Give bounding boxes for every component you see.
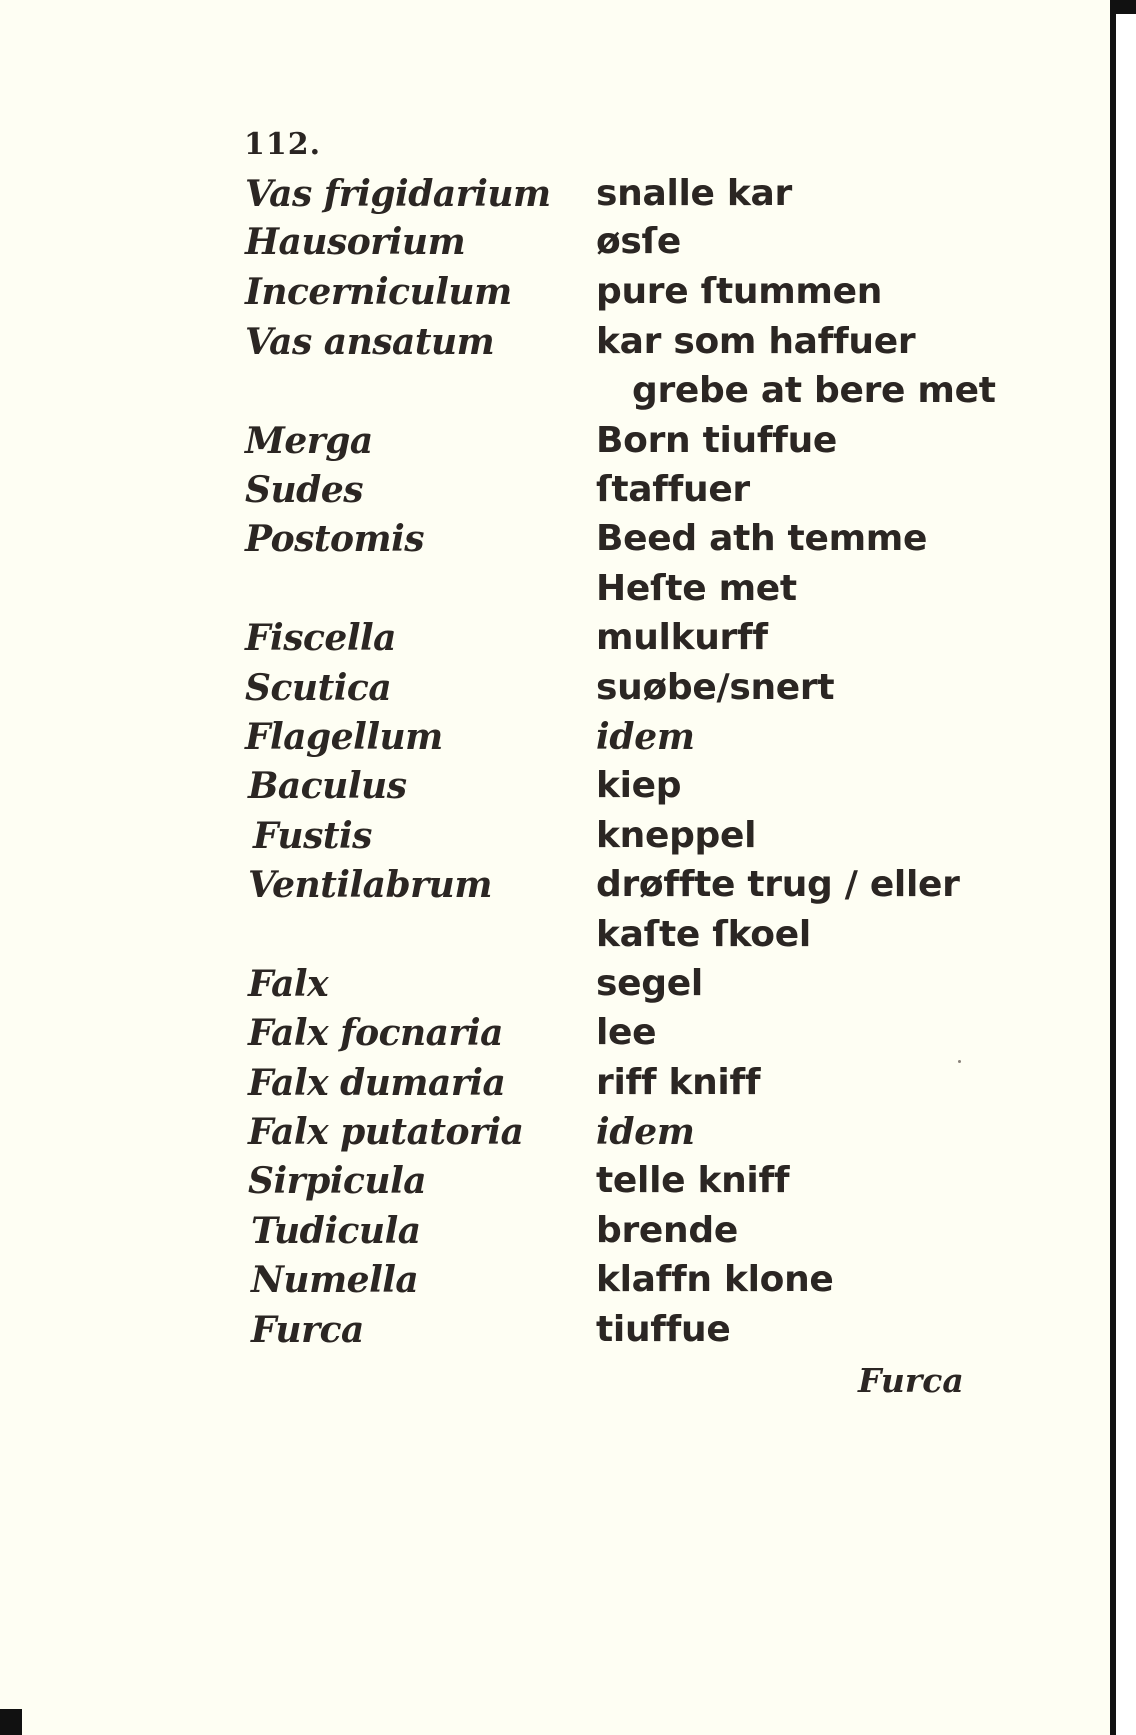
danish-term: kneppel bbox=[596, 815, 757, 856]
latin-term: Incerniculum bbox=[245, 271, 512, 313]
latin-term: Vas frigidarium bbox=[245, 173, 551, 215]
danish-term: grebe at bere met bbox=[632, 370, 996, 411]
danish-term: Heſte met bbox=[596, 568, 797, 609]
danish-term: suøbe/snert bbox=[596, 667, 835, 708]
latin-term: Sirpicula bbox=[248, 1160, 427, 1202]
latin-term: Postomis bbox=[245, 518, 425, 560]
latin-term: Vas ansatum bbox=[245, 321, 495, 363]
danish-term: idem bbox=[596, 716, 695, 758]
latin-term: Flagellum bbox=[245, 716, 443, 758]
latin-term: Falx focnaria bbox=[248, 1012, 503, 1054]
latin-term: Numella bbox=[251, 1259, 419, 1301]
latin-term: Fustis bbox=[253, 815, 372, 857]
danish-term: Beed ath temme bbox=[596, 518, 928, 559]
danish-term: telle kniff bbox=[596, 1160, 790, 1201]
danish-term: riff kniff bbox=[596, 1062, 761, 1103]
scan-edge-corner bbox=[1110, 0, 1136, 14]
danish-term: drøffte trug / eller bbox=[596, 864, 960, 905]
catchword: Furca bbox=[858, 1361, 964, 1400]
print-speck bbox=[958, 1060, 961, 1063]
danish-term: brende bbox=[596, 1210, 738, 1251]
danish-term: kiep bbox=[596, 765, 682, 806]
latin-term: Sudes bbox=[245, 469, 364, 511]
danish-term: ſtaffuer bbox=[596, 469, 750, 510]
danish-term: kar som haffuer bbox=[596, 321, 916, 362]
latin-term: Falx putatoria bbox=[248, 1111, 524, 1153]
scan-edge-right bbox=[1110, 0, 1136, 1735]
page-number: 112. bbox=[244, 127, 322, 162]
latin-term: Baculus bbox=[248, 765, 407, 807]
danish-term: tiuffue bbox=[596, 1309, 731, 1350]
danish-term: kaſte ſkoel bbox=[596, 914, 811, 955]
danish-term: Born tiuffue bbox=[596, 420, 838, 461]
latin-term: Falx bbox=[248, 963, 329, 1005]
danish-term: øsſe bbox=[596, 221, 682, 262]
danish-term: idem bbox=[596, 1111, 695, 1153]
danish-term: pure ſtummen bbox=[596, 271, 883, 312]
danish-term: segel bbox=[596, 963, 703, 1004]
scan-edge-corner bbox=[0, 1709, 22, 1735]
latin-term: Hausorium bbox=[245, 221, 466, 263]
latin-term: Merga bbox=[245, 420, 373, 462]
danish-term: snalle kar bbox=[596, 173, 792, 214]
latin-term: Scutica bbox=[245, 667, 392, 709]
latin-term: Falx dumaria bbox=[248, 1062, 506, 1104]
latin-term: Tudicula bbox=[251, 1210, 421, 1252]
latin-term: Fiscella bbox=[245, 617, 397, 659]
latin-term: Ventilabrum bbox=[248, 864, 492, 906]
latin-term: Furca bbox=[251, 1309, 364, 1351]
danish-term: mulkurff bbox=[596, 617, 768, 658]
danish-term: klaffn klone bbox=[596, 1259, 834, 1300]
danish-term: lee bbox=[596, 1012, 657, 1053]
